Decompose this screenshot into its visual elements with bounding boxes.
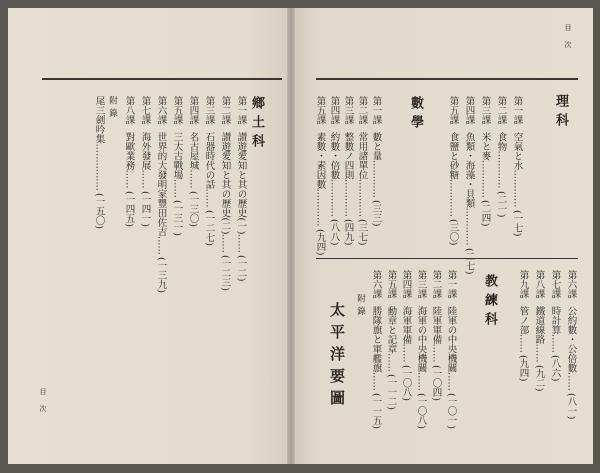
leader-dots: …… [203,188,215,208]
lesson-number: 第七課 [549,270,561,299]
leader-dots: ………… [370,160,382,198]
page-number: (三〇) [447,219,459,246]
book-gutter [287,8,295,464]
leader-dots: ………… [479,160,491,198]
page-number: (一二) [235,254,247,282]
left-page [8,8,291,464]
toc-entry [480,96,490,226]
lesson-title: 勝隊旗と軍艦旗 [370,305,382,372]
lesson-number: 第六課 [155,96,167,125]
kyodo-appendix-title: 尾三劍吟集 [93,96,105,144]
lesson-title: 食物 [495,131,507,151]
toc-entry [496,96,506,217]
page-number: (一七) [511,209,523,236]
toc-entry [188,96,198,226]
leader-dots: …… [187,169,199,189]
page-number: (九四) [517,355,529,382]
toc-entry [156,96,166,293]
leader-dots: …… [139,169,151,189]
page-number: (一二七) [203,209,215,246]
lesson-title: 對歐業務 [123,131,135,170]
page-number: (八六) [549,355,561,382]
page-number: (一一五) [370,393,382,429]
leader-dots: …… [430,343,442,363]
page-number: (一三〇) [187,190,199,227]
lesson-number: 第二課 [356,96,368,125]
toc-entry [386,270,396,410]
leader-dots: …… [517,334,529,353]
lesson-title: 海軍軍備 [400,305,412,344]
lesson-number: 第一課 [235,96,247,125]
toc-entry [357,96,367,245]
lesson-number: 第五課 [314,96,326,125]
lesson-title: 約數・倍數 [328,131,340,179]
page-number: (一〇四) [430,364,442,401]
leader-dots: ………… [356,179,368,217]
leader-dots: ………… [495,150,507,189]
rika-header: 理科 [553,94,568,132]
toc-entry [315,96,325,255]
lesson-title: 時計算 [549,305,561,334]
page-number: (一〇八) [400,364,412,401]
lesson-title: 三大古戰場 [171,131,183,179]
page-number: (九四) [314,228,326,255]
toc-entry [371,96,381,226]
lesson-number: 第九課 [517,270,529,299]
lesson-number: 第六課 [565,270,577,299]
lesson-title: 名古屋城 [187,131,199,170]
toc-entry [512,96,522,236]
lesson-title: 石器時代の話 [203,131,215,189]
leader-dots: ………… [342,179,354,217]
lesson-title: 空氣と水 [511,131,523,170]
lesson-number: 第二課 [495,96,507,125]
page-number: (一一二) [385,374,397,410]
lesson-number: 第四課 [328,96,340,125]
lesson-number: 第五課 [171,96,183,125]
lesson-number: 第四課 [463,96,475,125]
leader-dots: …… [445,372,457,391]
leader-dots: …… [370,372,382,391]
lesson-title: 勳章と記章 [385,305,397,353]
leader-dots: …… [219,233,231,253]
lesson-number: 第二課 [430,270,442,299]
leader-dots: ………… [463,207,475,246]
lesson-number: 第一課 [370,96,382,125]
page-number: (八八) [328,219,340,246]
leader-dots: …… [549,334,561,353]
page-number: (二四) [479,200,491,227]
left-top-rule [42,78,282,80]
right-top-rule [316,78,578,80]
leader-dots: ………… [328,179,340,217]
lesson-title: 整數ノ四則 [342,131,354,179]
lesson-title: 米と麥 [479,131,491,160]
toc-entry [220,96,230,291]
page-number: (二七) [463,247,475,274]
lesson-number: 第五課 [447,96,459,125]
leader-dots: …… [235,233,247,253]
lesson-number: 第八課 [533,270,545,299]
lesson-title: 常用諸單位 [356,131,368,179]
page-number: (八一) [565,393,577,420]
page-number: (一三一) [171,200,183,236]
page-number: (一〇八) [415,393,427,429]
lesson-title: 陸軍軍備 [430,305,442,344]
page-number: (一四一) [139,190,151,227]
toc-entry [416,270,426,429]
lesson-number: 第三課 [203,96,215,125]
toc-entry [204,96,214,245]
toc-entry [172,96,182,236]
right-running-head: 目次 [564,24,572,58]
toc-entry [448,96,458,245]
leader-dots: ………… [511,169,523,208]
lesson-number: 第三課 [479,96,491,125]
toc-entry [431,270,441,400]
page-number: (一三九) [155,257,167,293]
leader-dots: …… [533,343,545,363]
toc-entry [534,270,544,391]
sugaku-header: 數學 [408,96,423,134]
toc-entry [446,270,456,429]
leader-dots: ………… [447,179,459,217]
toc-entry [343,96,353,245]
toc-entry [371,270,381,429]
lesson-title: 公約數・公倍數 [565,305,577,372]
leader-dots: …… [123,169,135,189]
lesson-number: 第一課 [445,270,457,299]
lesson-title: 魚類・海藻・貝類 [463,131,475,208]
lesson-number: 第七課 [139,96,151,125]
kyodo-appendix-page: (一五〇) [93,193,105,229]
leader-dots: …… [171,179,183,198]
lesson-title: 管ノ部 [517,305,529,334]
toc-entry [464,96,474,274]
page-number: (三七) [356,219,368,246]
leader-dots: …… [400,343,412,363]
left-running-foot: 目次 [39,388,47,422]
leader-dots: …… [155,236,167,255]
lesson-title: 讃遊愛知と其の歷史(二) [219,131,231,234]
lesson-title: 陸軍の中央機關 [445,305,457,372]
page-number: (一二三) [219,254,231,291]
leader-dots: …… [415,372,427,391]
kyoren-header: 教練科 [482,274,497,331]
page-number: (九二) [533,364,545,391]
lesson-number: 第五課 [385,270,397,299]
lesson-title: 讃遊愛知と其の歷史(一) [235,131,247,234]
lesson-number: 第六課 [370,270,382,299]
leader-dots: …… [385,353,397,372]
lesson-number: 第二課 [219,96,231,125]
lesson-title: 鐵道線路 [533,305,545,344]
toc-entry [124,96,134,226]
kyodo-header: 鄉土科 [249,96,264,153]
leader-dots: ………… [314,188,326,227]
lesson-title: 海軍の中央機關 [415,305,427,372]
toc-entry [401,270,411,400]
toc-entry [236,96,246,281]
kyoren-appendix-title: 太平洋要圖 [328,302,346,412]
toc-entry [550,270,560,381]
page-number: (二一) [495,190,507,217]
page-number: (三三) [370,200,382,227]
leader-dots: …………… [93,143,105,191]
lesson-title: 食鹽と砂糖 [447,131,459,179]
kyodo-appendix-label: 附錄 [107,96,118,121]
lesson-number: 第三課 [415,270,427,299]
lesson-title: 數と量 [370,131,382,160]
page-number: (一四五) [123,190,135,227]
lesson-number: 第一課 [511,96,523,125]
lesson-title: 海外發展 [139,131,151,170]
toc-entry [566,270,576,419]
page-number: (四九) [342,219,354,246]
lesson-title: 世界的大發明家豐田佐吉 [155,131,167,236]
leader-dots: …… [565,372,577,391]
lesson-number: 第三課 [342,96,354,125]
toc-entry [518,270,528,381]
toc-entry [140,96,150,226]
lesson-number: 第四課 [400,270,412,299]
lesson-title: 素數・素因數 [314,131,326,189]
kyoren-appendix-label: 附錄 [355,294,366,319]
lesson-number: 第四課 [187,96,199,125]
page-number: (一〇一) [445,393,457,429]
right-middle-rule [316,258,578,259]
toc-entry [329,96,339,245]
lesson-number: 第八課 [123,96,135,125]
kyodo-appendix-entry [94,96,104,229]
